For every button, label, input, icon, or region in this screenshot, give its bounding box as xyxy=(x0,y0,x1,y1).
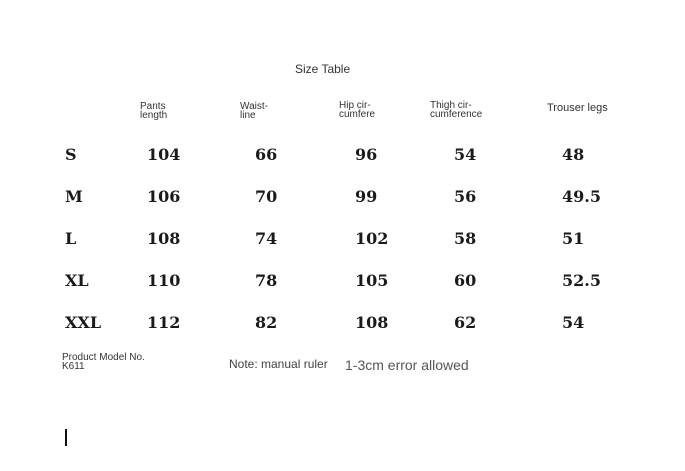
error-tolerance: 1-3cm error allowed xyxy=(345,357,469,373)
header-pants-length-line1: Pants xyxy=(140,101,166,112)
table-row xyxy=(0,187,685,211)
product-model-label: Product Model No. xyxy=(62,352,145,363)
thigh-value: 62 xyxy=(454,313,477,332)
pants-length-value: 110 xyxy=(147,271,181,290)
waistline-value: 70 xyxy=(255,187,278,206)
thigh-value: 58 xyxy=(454,229,477,248)
pants-length-value: 108 xyxy=(147,229,181,248)
waistline-value: 66 xyxy=(255,145,278,164)
thigh-value: 60 xyxy=(454,271,477,290)
text-cursor xyxy=(65,429,67,446)
trouser-legs-value: 52.5 xyxy=(562,271,601,290)
hip-value: 102 xyxy=(355,229,389,248)
header-hip-line2: cumfere xyxy=(339,109,376,120)
size-label: M xyxy=(65,187,83,206)
trouser-legs-value: 54 xyxy=(562,313,585,332)
header-hip-line1: Hip cir- xyxy=(339,100,371,111)
header-trouser-legs-line1: Trouser legs xyxy=(547,102,608,114)
trouser-legs-value: 49.5 xyxy=(562,187,601,206)
size-label: L xyxy=(65,229,77,248)
size-label: XL xyxy=(65,271,89,290)
size-label: S xyxy=(65,145,77,164)
trouser-legs-value: 48 xyxy=(562,145,585,164)
header-thigh-line1: Thigh cir- xyxy=(430,100,472,111)
header-thigh-circumference xyxy=(430,101,482,119)
table-row xyxy=(0,229,685,253)
waistline-value: 78 xyxy=(255,271,278,290)
header-hip-circumference xyxy=(339,101,375,119)
trouser-legs-value: 51 xyxy=(562,229,585,248)
header-thigh-line2: cumference xyxy=(430,109,483,120)
header-pants-length-line2: length xyxy=(140,110,168,121)
hip-value: 105 xyxy=(355,271,389,290)
waistline-value: 74 xyxy=(255,229,278,248)
size-label: XXL xyxy=(65,313,102,332)
thigh-value: 54 xyxy=(454,145,477,164)
table-row xyxy=(0,145,685,169)
hip-value: 108 xyxy=(355,313,389,332)
table-row xyxy=(0,271,685,295)
hip-value: 99 xyxy=(355,187,378,206)
hip-value: 96 xyxy=(355,145,378,164)
header-waistline-line2: line xyxy=(240,110,256,121)
header-waistline xyxy=(240,102,268,120)
table-title: Size Table xyxy=(295,62,351,76)
waistline-value: 82 xyxy=(255,313,278,332)
measurement-note: Note: manual ruler xyxy=(229,357,328,371)
header-pants-length xyxy=(140,102,167,120)
table-row xyxy=(0,313,685,337)
pants-length-value: 112 xyxy=(147,313,181,332)
product-model-value: K611 xyxy=(62,361,85,372)
header-trouser-legs xyxy=(547,104,608,113)
thigh-value: 56 xyxy=(454,187,477,206)
product-model xyxy=(62,353,145,371)
pants-length-value: 104 xyxy=(147,145,181,164)
header-waistline-line1: Waist- xyxy=(240,101,268,112)
pants-length-value: 106 xyxy=(147,187,181,206)
